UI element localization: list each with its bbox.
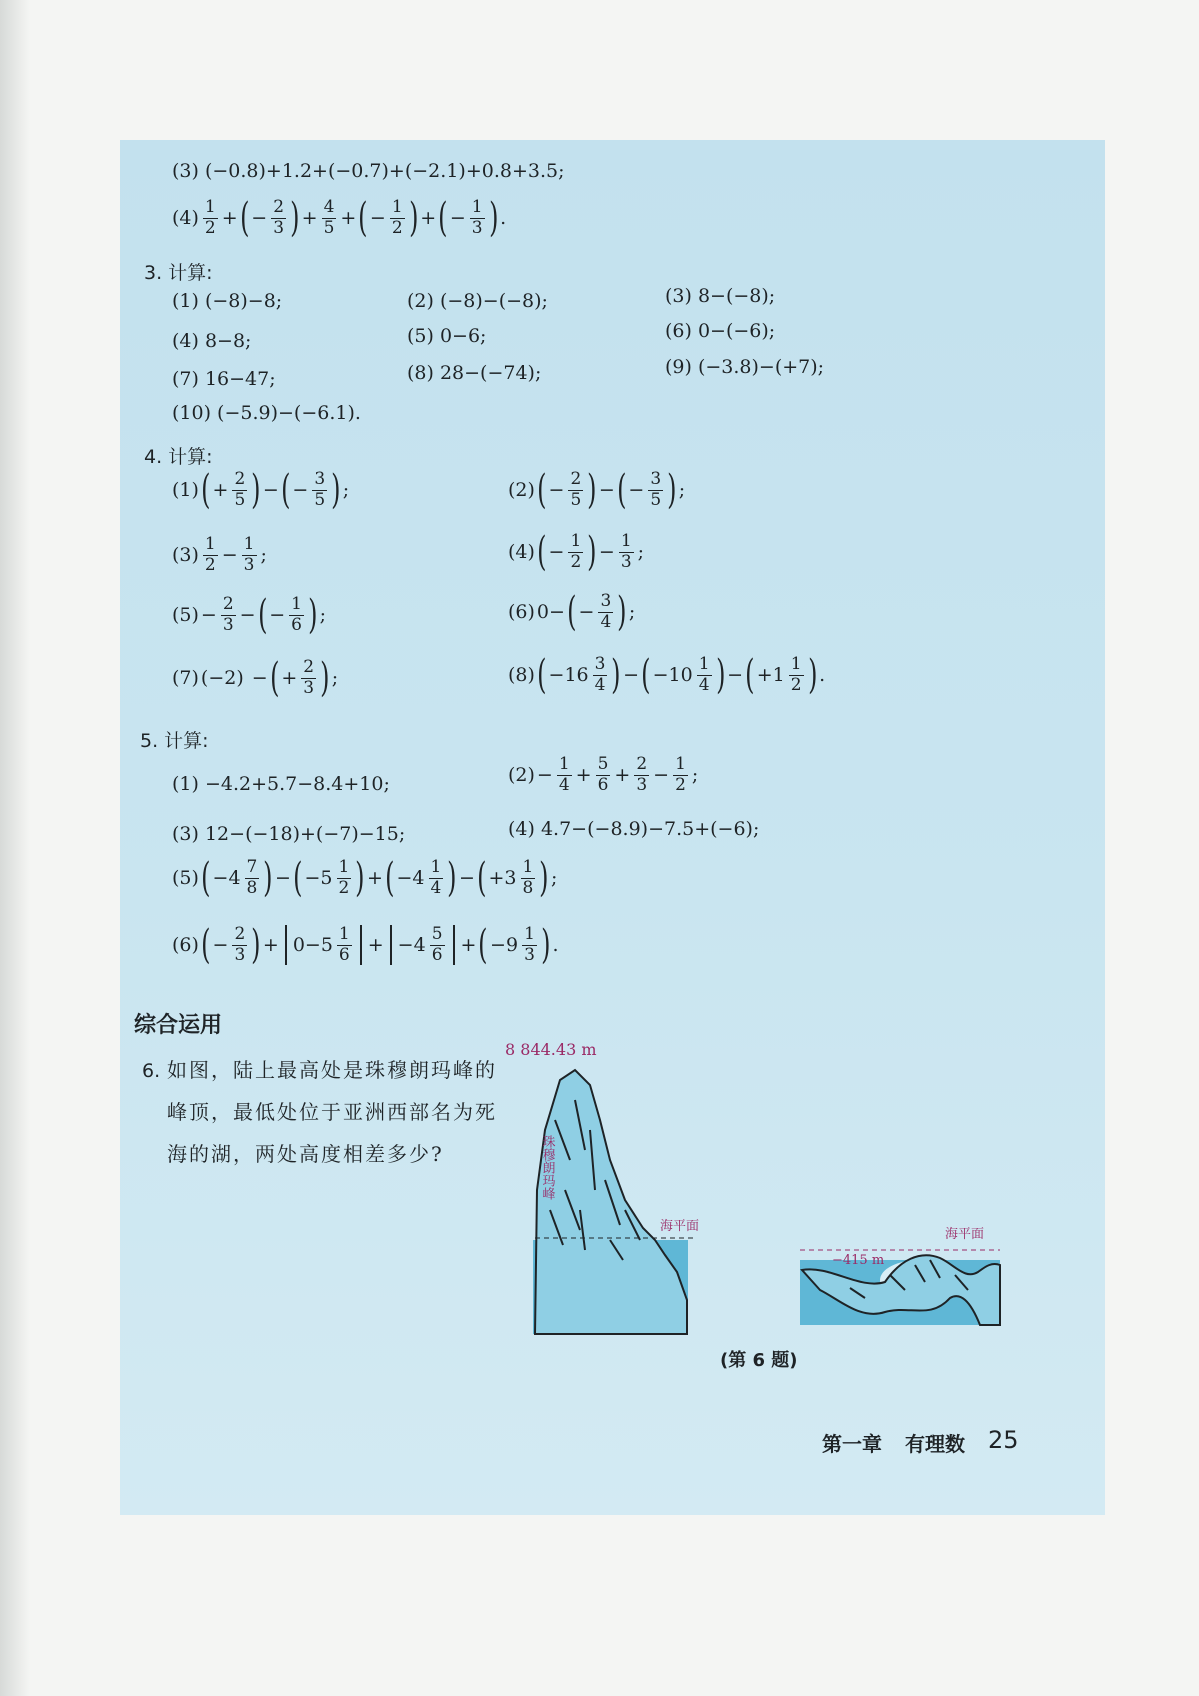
everest-name-label: 珠穆朗玛峰 — [539, 1135, 555, 1200]
everest-mountain — [535, 1070, 687, 1334]
ex3-item-4: (4) 8−8; — [172, 330, 252, 352]
dead-sea-sea-level-label: 海平面 — [945, 1227, 985, 1242]
ex3-item-2: (2) (−8)−(−8); — [407, 290, 548, 312]
everest-sea-level-label: 海平面 — [660, 1219, 700, 1234]
dead-sea-depth-label: −415 m — [832, 1253, 885, 1268]
ex3-item-7: (7) 16−47; — [172, 368, 276, 390]
ex4-item-8: (8) ( −16 $\frac{3}{4}$ ) − ( −10 $\frac{1}{4}$ ) − ( +1 $\frac{1}{2}$ ) . — [508, 652, 826, 699]
ex3-item-10: (10) (−5.9)−(−6.1). — [172, 402, 361, 424]
ex5-item-1: (1) −4.2+5.7−8.4+10; — [172, 773, 390, 795]
ex2-item4: (4) $\frac{1}{2}$ + ( − $\frac{2}{3}$ ) + $\frac{4}{5}$ + ( − $\frac{1}{2}$ ) + ( − $\frac{1}{3}$ ) . — [172, 195, 507, 242]
exercise-panel — [120, 140, 1105, 1515]
ex6-line-3: 海的湖，两处高度相差多少? — [167, 1142, 444, 1166]
everest-height-label: 8 844.43 m — [505, 1040, 597, 1059]
section-heading: 综合运用 — [134, 1013, 223, 1038]
ex6-line-2: 峰顶，最低处位于亚洲西部名为死 — [167, 1100, 497, 1124]
footer-title: 有理数 — [905, 1432, 965, 1456]
ex3-item-5: (5) 0−6; — [407, 325, 487, 347]
dead-sea-figure — [790, 1220, 1010, 1330]
ex5-item-2: (2) − $\frac{1}{4}$ + $\frac{5}{6}$ + $\frac{2}{3}$ − $\frac{1}{2}$ ; — [508, 754, 699, 795]
page-edge-shadow — [0, 0, 30, 1696]
ex4-item-5: (5) − $\frac{2}{3}$ − ( − $\frac{1}{6}$ ) ; — [172, 592, 326, 639]
ex5-item-6: (6) ( − $\frac{2}{3}$ ) + 0−5 $\frac{1}{6}$ + −4 $\frac{5}{6}$ + ( −9 $\frac{1}{3}$ ) . — [172, 922, 559, 969]
ex3-item-6: (6) 0−(−6); — [665, 320, 776, 342]
ex5-title: 5. 计算: — [140, 730, 209, 752]
ex4-item-3: (3) $\frac{1}{2}$ − $\frac{1}{3}$ ; — [172, 534, 267, 575]
ex5-item-3: (3) 12−(−18)+(−7)−15; — [172, 823, 406, 845]
ex4-item-4: (4) ( − $\frac{1}{2}$ ) − $\frac{1}{3}$ ; — [508, 529, 645, 576]
ex6-line-1: 如图，陆上最高处是珠穆朗玛峰的 — [167, 1058, 497, 1082]
ex5-item-5: (5) ( −4 $\frac{7}{8}$ ) − ( −5 $\frac{1}{2}$ ) + ( −4 $\frac{1}{4}$ ) − ( +3 $\frac{1}{8}$ ) ; — [172, 855, 558, 902]
figure-caption: (第 6 题) — [720, 1350, 798, 1371]
ex2-item3: (3) (−0.8)+1.2+(−0.7)+(−2.1)+0.8+3.5; — [172, 160, 565, 182]
ex3-item-9: (9) (−3.8)−(+7); — [665, 356, 825, 378]
ex4-item-2: (2) ( − $\frac{2}{5}$ ) − ( − $\frac{3}{5}$ ) ; — [508, 467, 686, 514]
ex3-item-3: (3) 8−(−8); — [665, 285, 776, 307]
ex6-number: 6. — [142, 1060, 161, 1082]
ex4-title: 4. 计算: — [144, 446, 213, 468]
footer-chapter: 第一章 — [822, 1432, 882, 1456]
ex5-item-4: (4) 4.7−(−8.9)−7.5+(−6); — [508, 818, 760, 840]
ex4-item-7: (7) (−2) − ( + $\frac{2}{3}$ ) ; — [172, 655, 339, 702]
page-number: 25 — [988, 1426, 1019, 1454]
ex3-item-8: (8) 28−(−74); — [407, 362, 542, 384]
ex4-item-1: (1) ( + $\frac{2}{5}$ ) − ( − $\frac{3}{5}$ ) ; — [172, 467, 350, 514]
ex3-item-1: (1) (−8)−8; — [172, 290, 283, 312]
ex4-item-6: (6) 0− ( − $\frac{3}{4}$ ) ; — [508, 589, 636, 636]
everest-figure — [505, 1040, 705, 1340]
ex3-title: 3. 计算: — [144, 262, 213, 284]
